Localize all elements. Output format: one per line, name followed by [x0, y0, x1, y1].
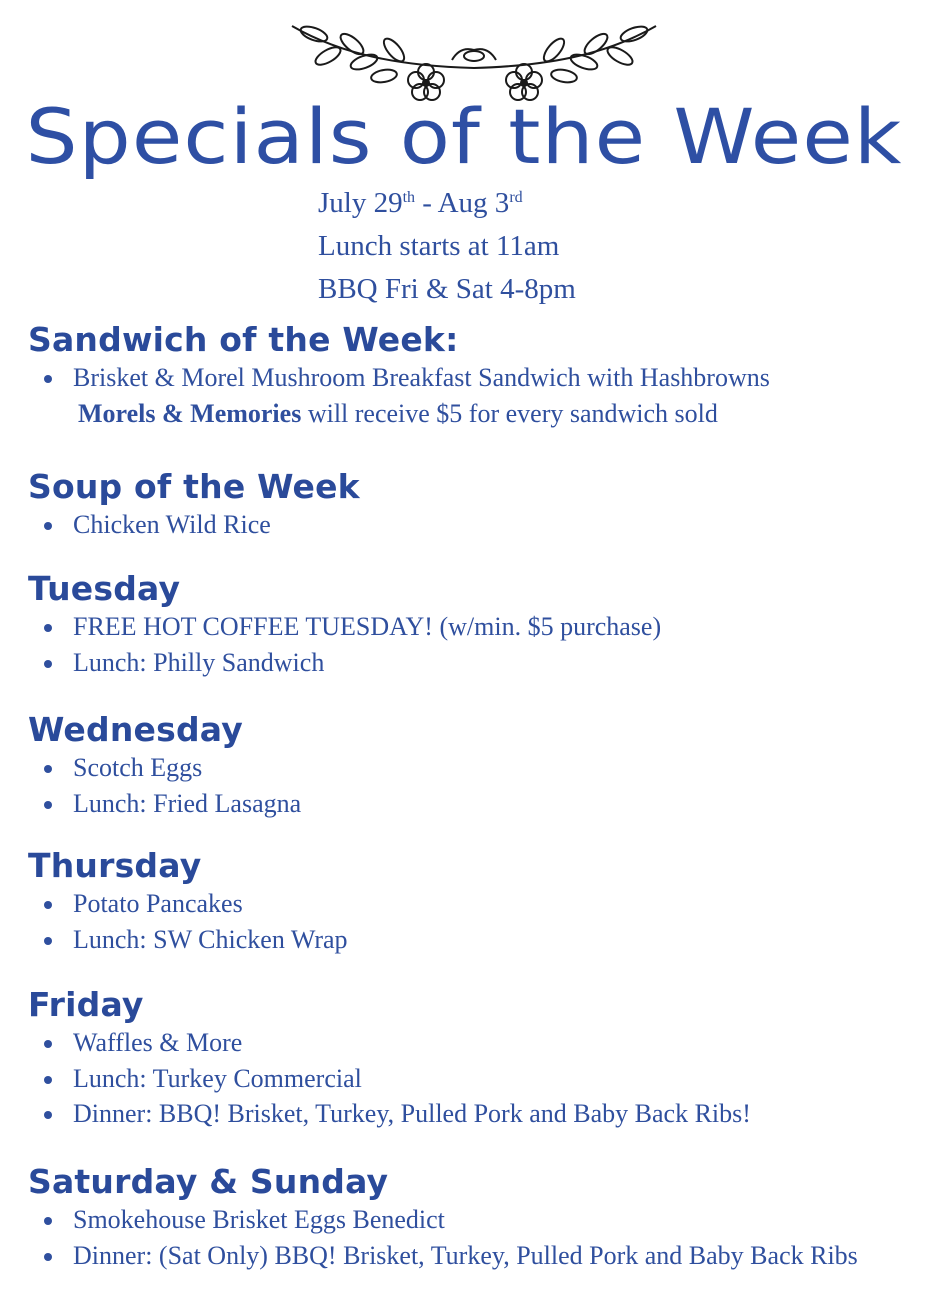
section-weekend [28, 1162, 858, 1273]
charity-note: Morels & Memories will receive $5 for every sandwich sold [78, 398, 718, 428]
list-item: Lunch: Philly Sandwich [28, 645, 661, 681]
date-range: July 29th - Aug 3rd [318, 187, 523, 219]
header-meta [318, 176, 576, 311]
item-list [28, 1202, 858, 1273]
list-item: Smokehouse Brisket Eggs Benedict [28, 1202, 858, 1238]
page-title: Specials of the Week [25, 92, 903, 181]
section-heading: Friday [28, 985, 144, 1024]
item-list [28, 750, 301, 821]
item-list [28, 609, 661, 680]
section-heading: Soup of the Week [28, 467, 360, 506]
section-wednesday [28, 710, 301, 821]
section-tuesday [28, 569, 661, 680]
section-heading: Wednesday [28, 710, 243, 749]
item-list [28, 360, 770, 396]
section-heading: Saturday & Sunday [28, 1162, 389, 1201]
section-heading: Tuesday [28, 569, 181, 608]
section-sandwich [28, 320, 770, 431]
item-list [28, 1025, 751, 1132]
list-item: Chicken Wild Rice [28, 507, 360, 543]
list-item: Brisket & Morel Mushroom Breakfast Sandwich with Hashbrowns [28, 360, 770, 396]
section-heading: Thursday [28, 846, 202, 885]
list-item: Lunch: SW Chicken Wrap [28, 922, 348, 958]
list-item: Lunch: Fried Lasagna [28, 786, 301, 822]
section-thursday [28, 846, 348, 957]
lunch-hours: Lunch starts at 11am [318, 230, 560, 262]
list-item: Lunch: Turkey Commercial [28, 1061, 751, 1097]
bbq-hours: BBQ Fri & Sat 4-8pm [318, 273, 576, 305]
item-list [28, 507, 360, 543]
section-heading: Sandwich of the Week: [28, 320, 459, 359]
list-item: Scotch Eggs [28, 750, 301, 786]
list-item: Dinner: (Sat Only) BBQ! Brisket, Turkey, Pulled Pork and Baby Back Ribs [28, 1238, 858, 1274]
section-friday [28, 985, 751, 1132]
item-list [28, 886, 348, 957]
section-soup [28, 467, 360, 543]
list-item: Waffles & More [28, 1025, 751, 1061]
list-item: Dinner: BBQ! Brisket, Turkey, Pulled Pork and Baby Back Ribs! [28, 1096, 751, 1132]
list-item: Potato Pancakes [28, 886, 348, 922]
list-item: FREE HOT COFFEE TUESDAY! (w/min. $5 purchase) [28, 609, 661, 645]
